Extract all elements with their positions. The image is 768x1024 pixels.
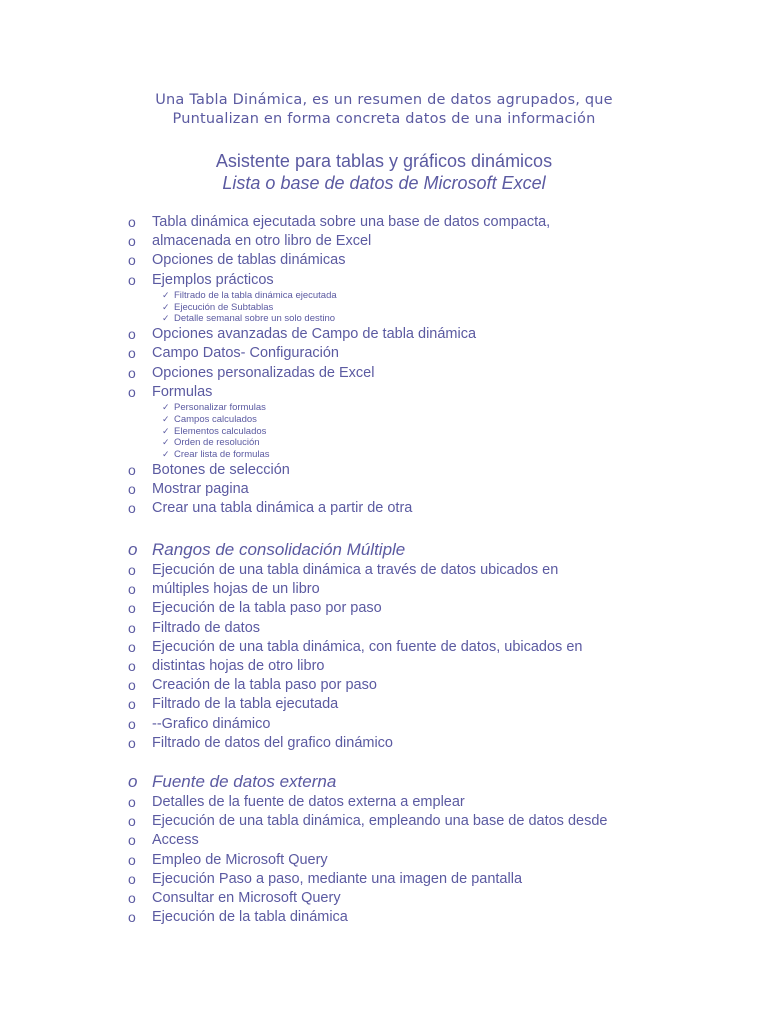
- list-item-text: Consultar en Microsoft Query: [152, 890, 341, 907]
- sub-item-text: Personalizar formulas: [174, 402, 266, 414]
- sub-list-item: [162, 426, 748, 438]
- section-heading: [128, 539, 748, 561]
- list-item-text: Empleo de Microsoft Query: [152, 851, 328, 868]
- sub-item-text: Filtrado de la tabla dinámica ejecutada: [174, 289, 337, 301]
- section-heading: [128, 771, 748, 793]
- bullet-icon: o: [128, 600, 136, 617]
- ejemplos-sub-list: [162, 290, 748, 325]
- list-item-text: Formulas: [152, 383, 213, 400]
- bullet-icon: o: [128, 890, 136, 907]
- bullet-icon: o: [128, 658, 136, 675]
- checkmark-icon: ✓: [162, 301, 170, 312]
- bullet-icon: o: [128, 326, 136, 343]
- list-item-text: Campo Datos- Configuración: [152, 345, 339, 362]
- fuente-section: [128, 771, 748, 927]
- bullet-icon: o: [128, 772, 138, 791]
- list-item: [128, 619, 748, 638]
- list-item-text: Opciones personalizadas de Excel: [152, 364, 375, 381]
- sub-list-item: [162, 290, 748, 302]
- list-item: [128, 638, 748, 657]
- sub-list-container: [128, 290, 748, 325]
- bullet-icon: o: [128, 715, 136, 732]
- list-item: [128, 232, 748, 251]
- sub-item-text: Crear lista de formulas: [174, 449, 270, 461]
- list-item-text: múltiples hojas de un libro: [152, 581, 320, 598]
- list-item-text: Ejecución Paso a paso, mediante una imagen de pantalla: [152, 870, 523, 887]
- bullet-icon: o: [128, 794, 136, 810]
- section-heading-text: Fuente de datos externa: [152, 772, 337, 791]
- title-line-1: Asistente para tablas y gráficos dinámicos: [215, 151, 553, 171]
- bullet-icon: o: [128, 562, 136, 578]
- list-item-text: Ejecución de la tabla paso por paso: [152, 600, 382, 617]
- list-item: [128, 812, 748, 831]
- list-item-text: almacenada en otro libro de Excel: [152, 233, 372, 250]
- list-item-text: Ejecución de una tabla dinámica, empleando una base de datos desde: [152, 813, 608, 830]
- list-item-text: Mostrar pagina: [152, 481, 249, 498]
- list-item: [128, 599, 748, 618]
- sub-list-item: [162, 414, 748, 426]
- bullet-icon: o: [128, 696, 136, 713]
- list-item: [128, 695, 748, 714]
- list-item: [128, 480, 748, 499]
- sub-item-text: Ejecución de Subtablas: [174, 301, 274, 313]
- intro-paragraph: [0, 91, 768, 129]
- bullet-icon: o: [128, 909, 136, 926]
- list-item-text: Filtrado de datos del grafico dinámico: [152, 734, 393, 751]
- sub-item-text: Campos calculados: [174, 413, 257, 425]
- checkmark-icon: ✓: [162, 425, 170, 436]
- bullet-icon: o: [128, 364, 136, 381]
- list-item: [128, 870, 748, 889]
- list-item: [128, 344, 748, 363]
- sub-list-item: [162, 449, 748, 461]
- checkmark-icon: ✓: [162, 449, 170, 460]
- list-item-text: Crear una tabla dinámica a partir de otra: [152, 500, 413, 517]
- bullet-icon: o: [128, 500, 136, 517]
- bullet-icon: o: [128, 462, 136, 478]
- list-item: [128, 383, 748, 402]
- bullet-icon: o: [128, 619, 136, 636]
- list-item-text: Ejecución de la tabla dinámica: [152, 909, 348, 926]
- bullet-icon: o: [128, 481, 136, 498]
- document-title: [0, 150, 768, 194]
- bullet-icon: o: [128, 813, 136, 830]
- list-item: [128, 793, 748, 812]
- bullet-icon: o: [128, 734, 136, 751]
- rangos-section: [128, 539, 748, 753]
- bullet-icon: o: [128, 851, 136, 868]
- bullet-icon: o: [128, 252, 136, 269]
- list-item: [128, 676, 748, 695]
- bullet-icon: o: [128, 383, 136, 400]
- intro-line-1: Una Tabla Dinámica, es un resumen de datos agrupados, que: [155, 92, 613, 108]
- sub-list-container: [128, 402, 748, 461]
- list-item: [128, 499, 748, 518]
- list-item-text: Ejecución de una tabla dinámica a través de datos ubicados en: [152, 562, 559, 578]
- sub-item-text: Orden de resolución: [174, 437, 260, 449]
- list-item-text: Opciones de tablas dinámicas: [152, 252, 346, 269]
- checkmark-icon: ✓: [162, 289, 170, 300]
- list-item: [128, 251, 748, 270]
- list-item: [128, 561, 748, 580]
- sub-list-item: [162, 313, 748, 325]
- list-item: [128, 715, 748, 734]
- section-heading-text: Rangos de consolidación Múltiple: [152, 540, 406, 559]
- list-item: [128, 580, 748, 599]
- sub-item-text: Elementos calculados: [174, 425, 267, 437]
- sub-list-item: [162, 437, 748, 449]
- intro-line-2: Puntualizan en forma concreta datos de una información: [172, 111, 596, 127]
- list-item: [128, 271, 748, 290]
- list-item: [128, 831, 748, 850]
- list-item-text: Ejemplos prácticos: [152, 271, 274, 288]
- list-item: [128, 734, 748, 753]
- list-item-text: --Grafico dinámico: [152, 715, 271, 732]
- list-item-text: Creación de la tabla paso por paso: [152, 677, 377, 694]
- main-list: [128, 213, 748, 519]
- list-item-text: Filtrado de la tabla ejecutada: [152, 696, 339, 713]
- list-item-text: distintas hojas de otro libro: [152, 658, 325, 675]
- bullet-icon: o: [128, 540, 138, 559]
- bullet-icon: o: [128, 638, 136, 655]
- list-item-text: Ejecución de una tabla dinámica, con fuente de datos, ubicados en: [152, 638, 583, 655]
- checkmark-icon: ✓: [162, 313, 170, 324]
- list-item: [128, 908, 748, 927]
- bullet-icon: o: [128, 214, 136, 230]
- list-item-text: Filtrado de datos: [152, 619, 261, 636]
- checkmark-icon: ✓: [162, 413, 170, 424]
- bullet-icon: o: [128, 233, 136, 250]
- list-item: [128, 657, 748, 676]
- list-item-text: Opciones avanzadas de Campo de tabla dinámica: [152, 326, 477, 343]
- bullet-icon: o: [128, 581, 136, 598]
- sub-list-item: [162, 402, 748, 414]
- bullet-icon: o: [128, 870, 136, 887]
- list-item-text: Botones de selección: [152, 462, 290, 478]
- list-item-text: Tabla dinámica ejecutada sobre una base de datos compacta,: [152, 214, 551, 230]
- title-line-2: Lista o base de datos de Microsoft Excel: [222, 173, 546, 193]
- checkmark-icon: ✓: [162, 437, 170, 448]
- bullet-icon: o: [128, 271, 136, 288]
- list-item: [128, 213, 748, 232]
- bullet-icon: o: [128, 677, 136, 694]
- checkmark-icon: ✓: [162, 402, 170, 413]
- list-item: [128, 325, 748, 344]
- list-item-text: Access: [152, 832, 199, 849]
- bullet-icon: o: [128, 832, 136, 849]
- sub-item-text: Detalle semanal sobre un solo destino: [174, 313, 336, 325]
- bullet-icon: o: [128, 345, 136, 362]
- sub-list-item: [162, 302, 748, 314]
- list-item-text: Detalles de la fuente de datos externa a emplear: [152, 794, 465, 810]
- list-item: [128, 889, 748, 908]
- list-item: [128, 364, 748, 383]
- list-item: [128, 461, 748, 480]
- list-item: [128, 851, 748, 870]
- formulas-sub-list: [162, 402, 748, 461]
